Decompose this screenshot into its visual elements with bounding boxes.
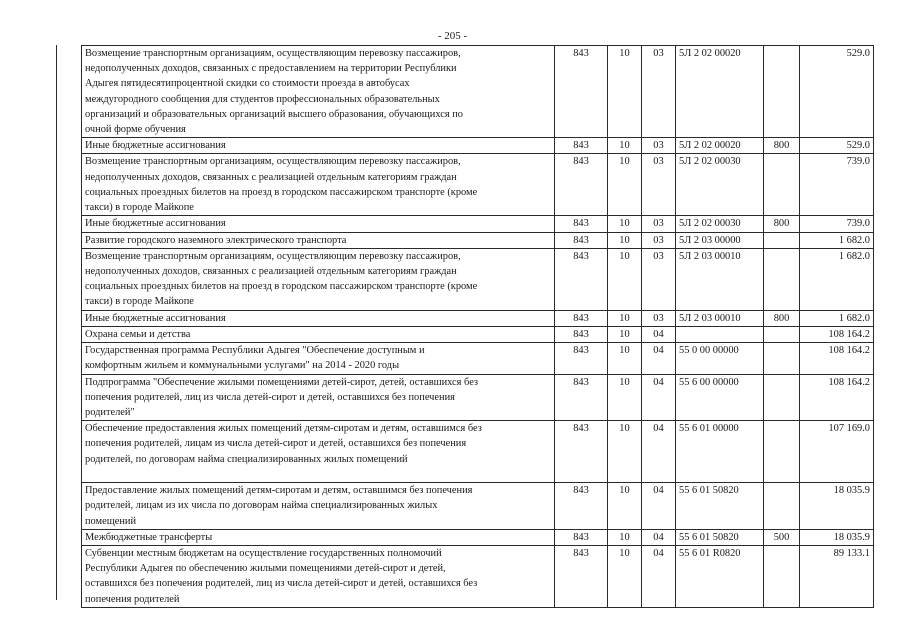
table-row (82, 310, 874, 326)
subsection-code-cell: 04 (642, 529, 676, 545)
expense-type-cell (764, 343, 800, 374)
item-name-line: социальных проездных билетов на проезд в городском пассажирском транспорте (кроме (85, 281, 478, 293)
item-name-line: Развитие городского наземного электрического транспорта (85, 234, 347, 246)
item-name-line: Подпрограмма "Обеспечение жилыми помещениями детей-сирот, детей, оставшихся без (85, 376, 479, 388)
item-name-cell (82, 46, 555, 138)
article-code-cell: 5Л 2 03 00010 (676, 248, 764, 310)
amount-cell: 1 682.0 (800, 310, 874, 326)
subsection-code-cell: 03 (642, 216, 676, 232)
article-code-cell: 5Л 2 02 00020 (676, 46, 764, 138)
table-row (82, 232, 874, 248)
item-name-cell (82, 154, 555, 216)
item-name-line: Иные бюджетные ассигнования (85, 140, 226, 152)
item-name-line: организаций и образовательных организаций высшего образования, обучающихся по (85, 108, 463, 120)
table-row (82, 374, 874, 421)
item-name-line: Адыгея пятидесятипроцентной скидки со стоимости проезда в автобусах (85, 78, 410, 90)
section-code-cell: 10 (608, 483, 642, 530)
left-margin-rule (56, 45, 57, 600)
item-name-cell (82, 248, 555, 310)
item-name-line: родителей, лицам из их числа по договорам найма специализированных жилых (85, 500, 438, 512)
subsection-code-cell: 04 (642, 327, 676, 343)
item-name-line: Возмещение транспортным организациям, осуществляющим перевозку пассажиров, (85, 156, 461, 168)
table-row (82, 154, 874, 216)
article-code-cell: 5Л 2 02 00030 (676, 154, 764, 216)
article-code-cell (676, 327, 764, 343)
ministry-code-cell: 843 (555, 216, 608, 232)
subsection-code-cell: 03 (642, 248, 676, 310)
item-name-line: родителей, по договорам найма специализированных жилых помещений (85, 453, 408, 465)
amount-cell: 529.0 (800, 46, 874, 138)
expense-type-cell: 800 (764, 138, 800, 154)
ministry-code-cell: 843 (555, 232, 608, 248)
section-code-cell: 10 (608, 232, 642, 248)
section-code-cell: 10 (608, 529, 642, 545)
section-code-cell: 10 (608, 327, 642, 343)
item-name-line: такси) в городе Майкопе (85, 296, 194, 308)
ministry-code-cell: 843 (555, 138, 608, 154)
article-code-cell: 55 6 01 50820 (676, 483, 764, 530)
item-name-line: такси) в городе Майкопе (85, 202, 194, 214)
section-code-cell: 10 (608, 374, 642, 421)
subsection-code-cell: 04 (642, 483, 676, 530)
subsection-code-cell: 04 (642, 343, 676, 374)
amount-cell: 1 682.0 (800, 248, 874, 310)
article-code-cell: 55 6 01 R0820 (676, 546, 764, 608)
ministry-code-cell: 843 (555, 248, 608, 310)
item-name-line: родителей" (85, 407, 135, 419)
subsection-code-cell: 03 (642, 310, 676, 326)
article-code-cell: 5Л 2 02 00020 (676, 138, 764, 154)
item-name-cell (82, 421, 555, 483)
ministry-code-cell: 843 (555, 421, 608, 483)
ministry-code-cell: 843 (555, 546, 608, 608)
section-code-cell: 10 (608, 546, 642, 608)
item-name-line: комфортным жильем и коммунальными услугами" на 2014 - 2020 годы (85, 360, 400, 372)
expense-type-cell (764, 248, 800, 310)
amount-cell: 89 133.1 (800, 546, 874, 608)
amount-cell: 108 164.2 (800, 343, 874, 374)
article-code-cell: 5Л 2 03 00000 (676, 232, 764, 248)
ministry-code-cell: 843 (555, 46, 608, 138)
ministry-code-cell: 843 (555, 327, 608, 343)
item-name-cell (82, 310, 555, 326)
table-row (82, 216, 874, 232)
item-name-line: очной форме обучения (85, 124, 186, 136)
amount-cell: 107 169.0 (800, 421, 874, 483)
budget-table-body (82, 46, 874, 608)
item-name-line: междугородного сообщения для студентов профессиональных образовательных (85, 93, 440, 105)
item-name-line: Государственная программа Республики Адыгея "Обеспечение доступным и (85, 345, 425, 357)
amount-cell: 108 164.2 (800, 327, 874, 343)
item-name-line: попечения родителей, лиц из числа детей-сирот и детей, оставшихся без попечения (85, 391, 455, 403)
section-code-cell: 10 (608, 138, 642, 154)
expense-type-cell: 500 (764, 529, 800, 545)
section-code-cell: 10 (608, 421, 642, 483)
item-name-cell (82, 343, 555, 374)
amount-cell: 1 682.0 (800, 232, 874, 248)
ministry-code-cell: 843 (555, 483, 608, 530)
table-row (82, 343, 874, 374)
expense-type-cell (764, 374, 800, 421)
ministry-code-cell: 843 (555, 154, 608, 216)
subsection-code-cell: 04 (642, 546, 676, 608)
table-row (82, 421, 874, 483)
ministry-code-cell: 843 (555, 374, 608, 421)
article-code-cell: 55 0 00 00000 (676, 343, 764, 374)
item-name-line: Предоставление жилых помещений детям-сиротам и детям, оставшимся без попечения (85, 485, 473, 497)
item-name-cell (82, 374, 555, 421)
subsection-code-cell: 03 (642, 154, 676, 216)
item-name-line: Возмещение транспортным организациям, осуществляющим перевозку пассажиров, (85, 48, 461, 59)
amount-cell: 18 035.9 (800, 529, 874, 545)
table-row (82, 138, 874, 154)
section-code-cell: 10 (608, 248, 642, 310)
item-name-line: попечения родителей, лицам из числа детей-сирот и детей, оставшихся без попечения (85, 438, 467, 450)
amount-cell: 739.0 (800, 216, 874, 232)
item-name-line: попечения родителей (85, 593, 180, 605)
item-name-cell (82, 327, 555, 343)
table-row (82, 546, 874, 608)
expense-type-cell: 800 (764, 310, 800, 326)
item-name-cell (82, 138, 555, 154)
expense-type-cell (764, 46, 800, 138)
section-code-cell: 10 (608, 46, 642, 138)
page-number: - 205 - (437, 30, 468, 42)
ministry-code-cell: 843 (555, 529, 608, 545)
item-name-line: Республики Адыгея по обеспечению жилыми помещениями детей-сирот и детей, (85, 563, 446, 575)
table-row (82, 483, 874, 530)
item-name-line: Субвенции местным бюджетам на осуществление государственных полномочий (85, 548, 442, 560)
article-code-cell: 55 6 00 00000 (676, 374, 764, 421)
table-row (82, 327, 874, 343)
article-code-cell: 5Л 2 02 00030 (676, 216, 764, 232)
expense-type-cell (764, 546, 800, 608)
article-code-cell: 55 6 01 50820 (676, 529, 764, 545)
subsection-code-cell: 03 (642, 46, 676, 138)
subsection-code-cell: 04 (642, 374, 676, 421)
section-code-cell: 10 (608, 343, 642, 374)
item-name-line: Возмещение транспортным организациям, осуществляющим перевозку пассажиров, (85, 250, 461, 262)
amount-cell: 739.0 (800, 154, 874, 216)
item-name-line: недополученных доходов, связанных с предоставлением на территории Республики (85, 63, 457, 75)
section-code-cell: 10 (608, 310, 642, 326)
item-name-line: Межбюджетные трансферты (85, 531, 213, 543)
amount-cell: 18 035.9 (800, 483, 874, 530)
article-code-cell: 55 6 01 00000 (676, 421, 764, 483)
ministry-code-cell: 843 (555, 310, 608, 326)
item-name-line: помещений (85, 515, 137, 527)
item-name-line: Обеспечение предоставления жилых помещений детям-сиротам и детям, оставшимся без (85, 423, 482, 435)
expense-type-cell (764, 483, 800, 530)
expense-type-cell (764, 154, 800, 216)
ministry-code-cell: 843 (555, 343, 608, 374)
item-name-cell (82, 546, 555, 608)
expense-type-cell (764, 232, 800, 248)
table-row (82, 46, 874, 138)
item-name-line: недополученных доходов, связанных с реализацией отдельным категориям граждан (85, 171, 457, 183)
section-code-cell: 10 (608, 154, 642, 216)
item-name-cell (82, 232, 555, 248)
item-name-cell (82, 216, 555, 232)
item-name-line: Иные бюджетные ассигнования (85, 312, 226, 324)
expense-type-cell: 800 (764, 216, 800, 232)
budget-table (81, 45, 874, 608)
expense-type-cell (764, 327, 800, 343)
section-code-cell: 10 (608, 216, 642, 232)
subsection-code-cell: 03 (642, 232, 676, 248)
item-name-cell (82, 483, 555, 530)
item-name-line: Охрана семьи и детства (85, 329, 191, 341)
item-name-line: недополученных доходов, связанных с реализацией отдельным категориям граждан (85, 266, 457, 278)
item-name-cell (82, 529, 555, 545)
subsection-code-cell: 03 (642, 138, 676, 154)
item-name-line: социальных проездных билетов на проезд в городском пассажирском транспорте (кроме (85, 186, 478, 198)
item-name-line: Иные бюджетные ассигнования (85, 218, 226, 230)
table-row (82, 529, 874, 545)
expense-type-cell (764, 421, 800, 483)
subsection-code-cell: 04 (642, 421, 676, 483)
article-code-cell: 5Л 2 03 00010 (676, 310, 764, 326)
item-name-line: оставшихся без попечения родителей, лиц из числа детей-сирот и детей, оставшихся без (85, 578, 478, 590)
amount-cell: 529.0 (800, 138, 874, 154)
table-row (82, 248, 874, 310)
amount-cell: 108 164.2 (800, 374, 874, 421)
